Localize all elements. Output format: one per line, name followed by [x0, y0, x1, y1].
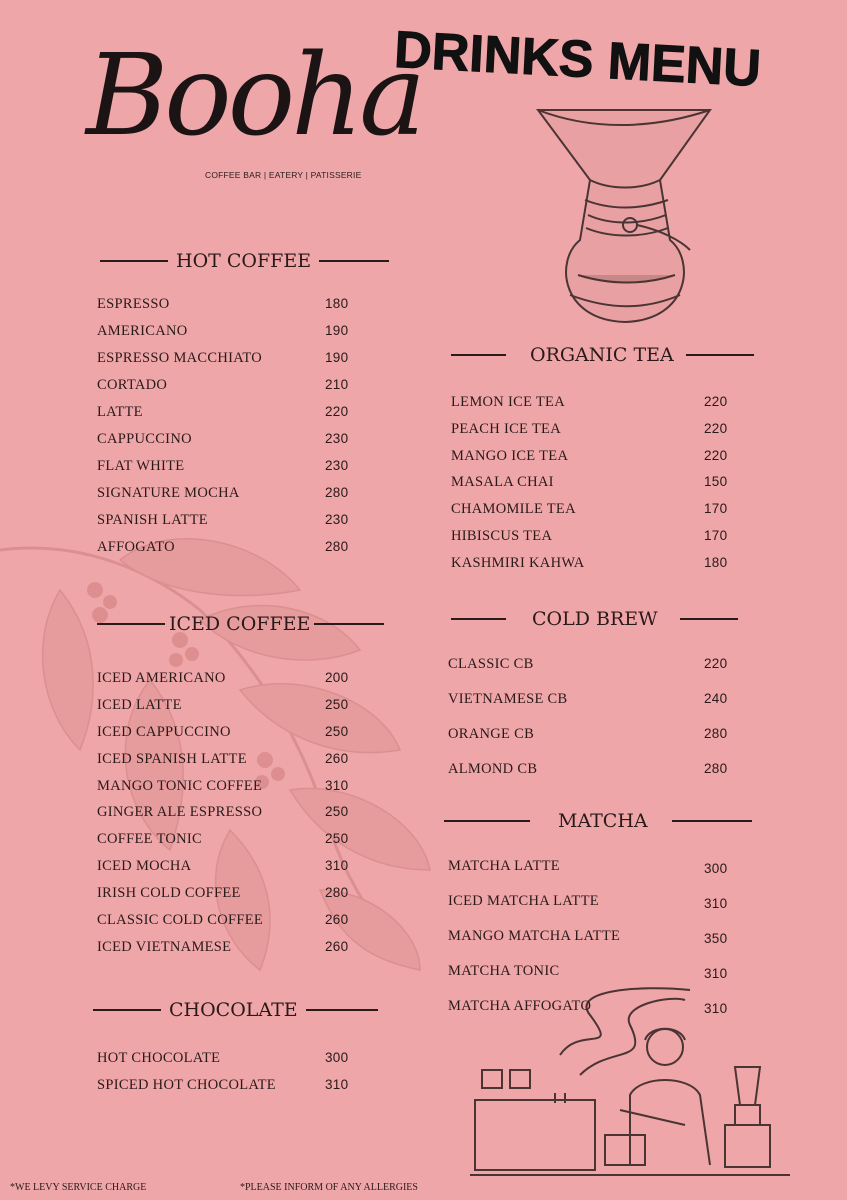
item-price: 280: [704, 726, 728, 741]
menu-item: [448, 656, 738, 691]
menu-item: [451, 448, 741, 475]
menu-item: [448, 691, 738, 726]
item-price: 350: [704, 931, 728, 946]
menu-item: [97, 404, 357, 431]
item-name: PEACH ICE TEA: [451, 420, 561, 437]
item-name: CLASSIC COLD COFFEE: [97, 912, 264, 929]
divider-line: [93, 1009, 161, 1011]
item-price: 310: [325, 1077, 349, 1092]
item-price: 300: [325, 1050, 349, 1065]
item-price: 180: [704, 554, 728, 570]
item-price: 230: [325, 458, 349, 473]
menu-item: [97, 323, 357, 350]
item-price: 310: [325, 858, 349, 874]
item-name: AMERICANO: [97, 323, 188, 339]
menu-item: [448, 858, 738, 893]
chocolate-list: [97, 1050, 357, 1104]
item-name: MATCHA AFFOGATO: [448, 998, 592, 1014]
item-name: KASHMIRI KAHWA: [451, 554, 585, 571]
item-name: ORANGE CB: [448, 726, 535, 742]
item-name: SPICED HOT CHOCOLATE: [97, 1077, 276, 1093]
item-name: ALMOND CB: [448, 761, 538, 777]
menu-item: [451, 501, 741, 528]
menu-item: [451, 528, 741, 555]
menu-item: [97, 858, 357, 885]
item-name: MANGO MATCHA LATTE: [448, 928, 621, 944]
menu-item: [448, 963, 738, 998]
section-title: ORGANIC TEA: [530, 344, 674, 366]
item-price: 250: [325, 831, 349, 847]
item-name: LATTE: [97, 404, 143, 420]
item-name: SPANISH LATTE: [97, 512, 208, 528]
item-name: COFFEE TONIC: [97, 831, 202, 848]
item-name: CLASSIC CB: [448, 656, 534, 672]
menu-item: [448, 998, 738, 1033]
menu-item: [97, 431, 357, 458]
item-name: MATCHA LATTE: [448, 858, 560, 874]
menu-item: [451, 555, 741, 582]
item-name: ICED CAPPUCCINO: [97, 723, 231, 740]
section-header-hot-coffee: [100, 250, 389, 272]
menu-item: [451, 394, 741, 421]
item-name: ICED MOCHA: [97, 858, 192, 875]
menu-item: [97, 1077, 357, 1104]
item-name: AFFOGATO: [97, 539, 175, 555]
service-charge-note: *WE LEVY SERVICE CHARGE: [10, 1182, 147, 1193]
item-name: GINGER ALE ESPRESSO: [97, 804, 263, 821]
item-price: 280: [325, 485, 349, 500]
brand-tagline: COFFEE BAR | EATERY | PATISSERIE: [205, 170, 362, 180]
item-price: 300: [704, 861, 728, 876]
item-name: LEMON ICE TEA: [451, 394, 565, 410]
menu-title: DRINKS MENU: [392, 20, 763, 99]
divider-line: [686, 354, 754, 356]
item-price: 310: [704, 1001, 728, 1016]
section-header-cold-brew: [451, 608, 738, 630]
item-price: 310: [325, 777, 349, 793]
menu-item: [97, 670, 357, 697]
item-price: 230: [325, 431, 349, 446]
item-price: 220: [704, 420, 728, 436]
divider-line: [672, 820, 752, 822]
item-price: 190: [325, 350, 349, 365]
menu-item: [97, 751, 357, 778]
menu-item: [448, 893, 738, 928]
menu-item: [451, 474, 741, 501]
divider-line: [451, 618, 506, 620]
item-price: 190: [325, 323, 349, 338]
menu-item: [97, 458, 357, 485]
menu-item: [97, 350, 357, 377]
item-name: FLAT WHITE: [97, 458, 185, 474]
menu-item: [97, 885, 357, 912]
menu-item: [97, 778, 357, 805]
hot-coffee-list: [97, 296, 357, 566]
item-price: 150: [704, 474, 728, 490]
menu-item: [97, 296, 357, 323]
item-name: ICED VIETNAMESE: [97, 938, 232, 955]
section-title: CHOCOLATE: [169, 999, 298, 1021]
item-price: 170: [704, 501, 728, 517]
item-price: 220: [704, 394, 728, 409]
divider-line: [451, 354, 506, 356]
item-name: HOT CHOCOLATE: [97, 1050, 221, 1066]
item-name: ESPRESSO MACCHIATO: [97, 350, 263, 366]
divider-line: [100, 260, 168, 262]
organic-tea-list: [451, 394, 741, 582]
section-header-organic-tea: [451, 344, 754, 366]
section-header-iced-coffee: [97, 613, 384, 635]
divider-line: [680, 618, 738, 620]
item-price: 310: [704, 896, 728, 911]
item-name: ICED LATTE: [97, 696, 182, 713]
item-price: 250: [325, 723, 349, 739]
item-name: ICED AMERICANO: [97, 670, 226, 686]
item-price: 280: [325, 885, 349, 901]
divider-line: [306, 1009, 378, 1011]
item-price: 220: [704, 447, 728, 463]
item-name: ESPRESSO: [97, 296, 170, 312]
menu-item: [97, 512, 357, 539]
divider-line: [444, 820, 530, 822]
item-price: 310: [704, 966, 728, 981]
item-name: CAPPUCCINO: [97, 431, 192, 447]
item-price: 280: [704, 761, 728, 776]
menu-item: [451, 421, 741, 448]
section-title: MATCHA: [558, 810, 648, 832]
divider-line: [314, 623, 384, 625]
chemex-coffee-maker-illustration: [530, 100, 720, 330]
item-price: 220: [325, 404, 349, 419]
item-name: MASALA CHAI: [451, 474, 554, 491]
menu-item: [448, 928, 738, 963]
item-price: 200: [325, 670, 349, 685]
iced-coffee-list: [97, 670, 357, 966]
item-name: HIBISCUS TEA: [451, 527, 553, 544]
menu-item: [448, 726, 738, 761]
divider-line: [319, 260, 389, 262]
item-price: 250: [325, 804, 349, 820]
menu-item: [97, 539, 357, 566]
divider-line: [97, 623, 165, 625]
item-price: 230: [325, 512, 349, 527]
item-name: ICED SPANISH LATTE: [97, 750, 247, 767]
cold-brew-list: [448, 656, 738, 796]
section-title: COLD BREW: [532, 608, 658, 630]
menu-item: [97, 939, 357, 966]
menu-item: [97, 912, 357, 939]
section-header-chocolate: [93, 999, 378, 1021]
allergy-note: *PLEASE INFORM OF ANY ALLERGIES: [240, 1182, 418, 1193]
menu-item: [97, 377, 357, 404]
item-price: 210: [325, 377, 349, 392]
item-name: CORTADO: [97, 377, 168, 393]
section-title: HOT COFFEE: [176, 250, 312, 272]
menu-item: [97, 485, 357, 512]
item-price: 180: [325, 296, 349, 311]
item-price: 170: [704, 527, 728, 543]
item-name: ICED MATCHA LATTE: [448, 893, 599, 909]
item-name: SIGNATURE MOCHA: [97, 485, 240, 501]
item-name: CHAMOMILE TEA: [451, 501, 576, 518]
item-price: 260: [325, 938, 349, 954]
menu-item: [97, 697, 357, 724]
menu-item: [97, 1050, 357, 1077]
menu-item: [448, 761, 738, 796]
section-header-matcha: [444, 810, 752, 832]
item-price: 240: [704, 691, 728, 706]
menu-item: [97, 724, 357, 751]
item-price: 260: [325, 912, 349, 928]
item-price: 250: [325, 696, 349, 712]
item-name: MATCHA TONIC: [448, 963, 560, 979]
matcha-list: [448, 858, 738, 1033]
menu-item: [97, 831, 357, 858]
item-name: VIETNAMESE CB: [448, 691, 568, 707]
item-name: MANGO TONIC COFFEE: [97, 777, 263, 794]
item-price: 260: [325, 750, 349, 766]
item-name: IRISH COLD COFFEE: [97, 885, 241, 902]
item-name: MANGO ICE TEA: [451, 447, 569, 464]
brand-logo: Booha: [86, 31, 423, 161]
section-title: ICED COFFEE: [169, 613, 311, 635]
menu-item: [97, 804, 357, 831]
item-price: 280: [325, 539, 349, 554]
item-price: 220: [704, 656, 728, 671]
